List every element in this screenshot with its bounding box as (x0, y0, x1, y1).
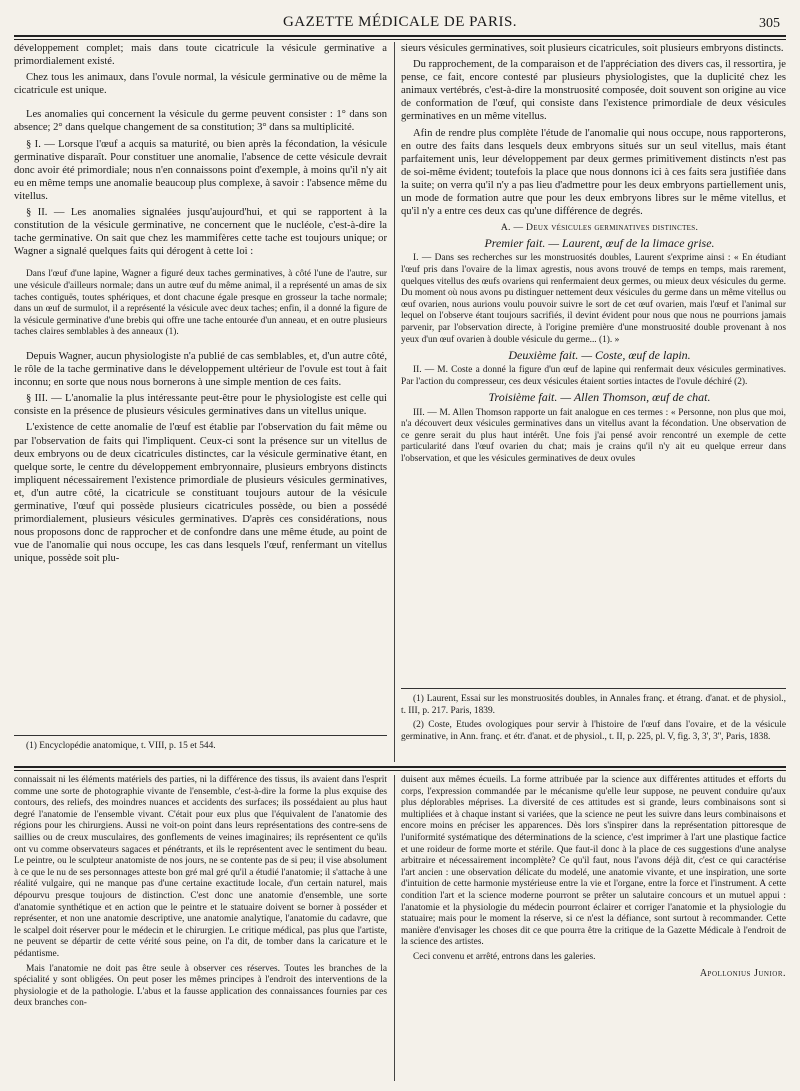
column-separator (394, 775, 395, 1081)
left-bottom-column (14, 775, 387, 1081)
paragraph: III. — M. Allen Thomson rapporte un fait analogue en ces termes : « Personne, non plus que moi, n'a découvert deux vésicules germinatives dans un vitellus avant la fécondation. Une observation de ce genre serait du plus haut intérêt. Une fois j'ai pensé avoir rencontré un exemple de cette particularité dans l'œuf ovarien du chat; mais je crains qu'il n'y ait eu quelque erreur dans l'observation, et que les vésicules germinatives de deux ovules (401, 407, 786, 464)
right-top-column (401, 42, 786, 682)
author-signature: Apollonius Junior. (699, 967, 786, 979)
paragraph: duisent aux mêmes écueils. La forme attribuée par la science aux différentes attitudes et efforts du corps, l'expression commandée par le mécanisme qu'elle leur suppose, ne peuvent conduire qu'aux plus déplorables méprises. La diversité de ces attitudes est si grande, leurs combinaisons sont si multipliées et à chaque instant si variées, que la science ne peut les suivre dans leurs combinaisons et encore moins en préciser les apparences. Dès lors s'inspirer dans la représentation pittoresque de l'uniformité systématique des déterminations de la science, c'est imprimer à l'art une plastique factice et une roideur de forme morte et stérile. Que faut-il donc à la place de ces suggestions d'une analyse arbitraire et nécessairement incomplète? Ce qu'il faut, nous l'avons déjà dit, c'est ce qui caractérise l'art ancien : une observation délicate du modelé, une anatomie vivante, et une inspiration, une sorte d'intuition de cette harmonie mystérieuse entre la vie et l'organe, entre la force et l'instrument. A cette condition l'art et la science moderne pourront se prêter un salutaire concours et un mutuel appui : l'anatomie et la physiologie du médecin pourront éclairer et corriger l'anatomie et la physiologie du statuaire; mais pour le moment la réserve, si ce n'est la défiance, sont surtout à recommander. Cette manière d'envisager les choses dit ce que pourra être la critique de la Gazette Médicale à l'endroit de la science des artistes. (401, 775, 786, 948)
paragraph: L'existence de cette anomalie de l'œuf est établie par l'observation du fait même ou par l'observation de faits qui l'impliquent. Ceux-ci sont la présence sur un vitellus de deux embryons ou de deux cicatricules distinctes, car la vésicule germinative étant, en quelque sorte, le centre du développement embryonnaire, plusieurs embryons distincts impliquent nécessairement l'existence primordiale de plusieurs vésicules germinatives, et, d'un autre côté, la cicatricule se constituant toujours autour de la vésicule germinative, l'œuf qui possède plusieurs cicatricules possède, ou bien a possédé primordialement, plusieurs vésicules germinatives. D'après ces considérations, nous nous proposons donc de rapprocher et de confondre dans une même étude, au point de vue de l'anomalie qui nous occupe, les cas dans lesquels l'œuf, renfermant un vitellus unique, possède soit plu- (14, 422, 387, 565)
fact-heading-text: Troisième fait. — Allen Thomson, œuf de chat. (488, 390, 711, 405)
left-top-column (14, 42, 387, 714)
column-separator (394, 42, 395, 762)
paragraph: sieurs vésicules germinatives, soit plusieurs cicatricules, soit plusieurs embryons distincts. (401, 43, 784, 54)
paragraph: connaissait ni les éléments matériels des parties, ni la différence des tissus, ils avaient dans l'esprit comme une sorte de photographie vivante de l'ensemble, c'est-à-dire la forme la plus exquise des contours, des reliefs, des moindres nuances et accidents des surfaces; ils possédaient au plus haut degré l'anatomie de l'ensemble vivant. C'était pour eux plus que l'équivalent de l'anatomie des régions pour les chirurgiens. Aussi ne voit-on point dans leurs représentations des contre-sens de saillies ou de creux musculaires, des gonflements de veines imaginaires; ils représentent ce qu'ils ont vu comme observateurs sagaces et pénétrants, et ils le représentent avec le sentiment du beau. Le peintre, ou le sculpteur anatomiste de nos jours, ne se contente pas de si peu; il vise absolument à ce que le nu de ses personnages atteste bon gré mal gré qu'il a étudié l'anatomie; il s'attache à une réalité vulgaire, qui ne manque pas d'une certaine exactitude locale, d'un certain naturel, mais dépourvu presque toujours de distinction. C'est donc une anatomie d'ensemble, une sorte d'anatomie synthétique et en action que le peintre et le statuaire doivent se borner à posséder et représenter, et non une anatomie descriptive, une anatomie analytique, l'anatomie du cadavre, que le scalpel doit réserver pour le médecin et le chirurgien. Le critique médical, pas plus que l'artiste, ne peuvent se départir de cette vérité sous peine, on l'a dit, de tomber dans la caricature et le pédantisme. (14, 775, 387, 959)
fact-heading (401, 237, 786, 250)
paragraph: Mais l'anatomie ne doit pas être seule à observer ces réserves. Toutes les branches de la spécialité y sont obligées. On peut poser les mêmes principes à l'endroit des interventions de la physiologie et de la pathologie. L'abus et la fausse application des connaissances fournies par ces deux branches con- (14, 963, 387, 1009)
left-footnotes (14, 741, 387, 757)
header-rule (14, 35, 786, 40)
paragraph: Ceci convenu et arrêté, entrons dans les galeries. (413, 951, 596, 962)
paragraph: Afin de rendre plus complète l'étude de l'anomalie qui nous occupe, nous rapporterons, en outre des faits dans lesquels deux embryons situés sur un seul vitellus, mais étant parfaitement unis, leur développement par deux germes primitivement distincts n'est pas de soi-même évident; toutefois la place que nous donnons ici à ces faits sera justifiée dans la suite; on verra qu'il n'y a pas lieu d'admettre pour les deux embryons partiellement unis, un mode de formation autre que pour les deux embryons libres sur le même vitellus, et qu'il n'y a entre ces deux cas qu'une différence de degrés. (401, 127, 786, 218)
paragraph: I. — Dans ses recherches sur les monstruosités doubles, Laurent s'exprime ainsi : « En étudiant l'œuf pris dans l'ovaire de la limax agrestis, nous avons trouvé de temps en temps, mais rarement, quelques vitellus des œufs ovariens qui renfermaient deux germes, ou mieux deux vésicules du germe. Du moment où nous avons pu distinguer nettement deux vésicules du germe dans un même vitellus ou œuf ovarien, nous aurions voulu pouvoir suivre le sort de cet œuf ovarien, mais l'œuf et l'animal sur lequel on l'observe étant toujours sacrifiés, il devint évident pour nous que nous ne pourrions jamais parvenir, par l'observation directe, à l'origine première d'une monstruosité double provenant à nos yeux d'un œuf ovarien à double vésicule du germe... (1). » (401, 253, 786, 345)
right-footnotes (401, 694, 786, 762)
journal-title: GAZETTE MÉDICALE DE PARIS. (282, 14, 518, 30)
quoted-paragraph: Dans l'œuf d'une lapine, Wagner a figuré deux taches germinatives, à côté l'une de l'autre, sur une vésicule d'ailleurs normale; dans un autre œuf du même animal, il a représenté un amas de six taches contiguës, toutes sphériques, et dont chacune égale presque en grosseur la tache normale; dans un œuf de surmulot, il a représenté la vésicule avec deux taches; enfin, il a donné la figure de la vésicule germinative d'une brebis qui offre une tache entourée d'un anneau, et en outre plusieurs taches claires semblables à des anneaux (1). (14, 269, 387, 338)
footnote: (1) Encyclopédie anatomique, t. VIII, p. 15 et 544. (26, 741, 216, 751)
paragraph: II. — M. Coste a donné la figure d'un œuf de lapine qui renfermait deux vésicules germinatives. Par l'action du compresseur, ces deux vésicules étaient sorties intactes de l'ovule déchiré (2). (401, 365, 786, 387)
fact-heading-text: Deuxième fait. — Coste, œuf de lapin. (508, 348, 691, 363)
footnote: (1) Laurent, Essai sur les monstruosités doubles, in Annales franç. et étrang. d'anat. et de physiol., t. III, p. 217. Paris, 1839. (401, 694, 786, 716)
section-heading: A. — Deux vésicules germinatives distinctes. (500, 222, 699, 234)
paragraph: § II. — Les anomalies signalées jusqu'aujourd'hui, et qui se rapportent à la constitution de la vésicule germinative, ne concernent que le nucléole, c'est-à-dire la tache germinative. On sait que chez les mammifères cette tache est toujours unique; or Wagner a signalé quelques faits qui dérogent à cette loi : (14, 207, 387, 258)
right-bottom-column (401, 775, 786, 1081)
paragraph: Depuis Wagner, aucun physiologiste n'a publié de cas semblables, et, d'un autre côté, le rôle de la tache germinative dans le développement ultérieur de l'ovule est tout à fait inconnu; en sorte que nous nous bornerons à une simple mention de ces faits. (14, 350, 387, 389)
footnote: (2) Coste, Etudes ovologiques pour servir à l'histoire de l'œuf dans l'ovaire, et de la vésicule germinative, in Ann. franç. et étr. d'anat. et de physiol., t. II, p. 225, pl. V, fig. 3, 3', 3'', Paris, 1838. (401, 720, 786, 742)
paragraph: Chez tous les animaux, dans l'ovule normal, la vésicule germinative ou de même la cicatricule est unique. (14, 72, 387, 97)
paragraph: § I. — Lorsque l'œuf a acquis sa maturité, ou bien après la fécondation, la vésicule germinative disparaît. Pour constituer une anomalie, l'absence de cette vésicule devrait donc avoir été primordiale; nous n'en connaissons point d'exemple, à moins qu'il n'y ait eu en même temps une anomalie beaucoup plus complexe, à savoir : l'absence même du vitellus. (14, 138, 387, 202)
fact-heading-text: Premier fait. — Laurent, œuf de la limace grise. (484, 236, 715, 251)
footnote-rule (14, 735, 387, 736)
paragraph: Les anomalies qui concernent la vésicule du germe peuvent consister : 1° dans son absence; 2° dans quelque changement de sa constitution; 3° dans sa multiplicité. (14, 109, 387, 134)
page-number: 305 (759, 16, 780, 31)
fact-heading (401, 349, 786, 362)
fact-heading (401, 391, 786, 404)
paragraph: § III. — L'anomalie la plus intéressante peut-être pour le physiologiste est celle qui consiste en la présence de plusieurs vésicules germinatives dans un vitellus unique. (14, 393, 387, 418)
paragraph: Du rapprochement, de la comparaison et de l'appréciation des divers cas, il ressortira, je pense, ce fait, encore contesté par plusieurs physiologistes, que la duplicité chez les animaux vertébrés, c'est-à-dire la monstruosité composée, doit souvent son origine au vice de conformation de l'œuf, qui consiste dans l'existence primordiale de deux vésicules germinatives en un même vitellus. (401, 59, 786, 123)
page-header (14, 8, 786, 32)
footnote-rule (401, 688, 786, 689)
paragraph: développement complet; mais dans toute cicatricule la vésicule germinative a primordialement existé. (14, 43, 387, 68)
section-rule (14, 766, 786, 771)
